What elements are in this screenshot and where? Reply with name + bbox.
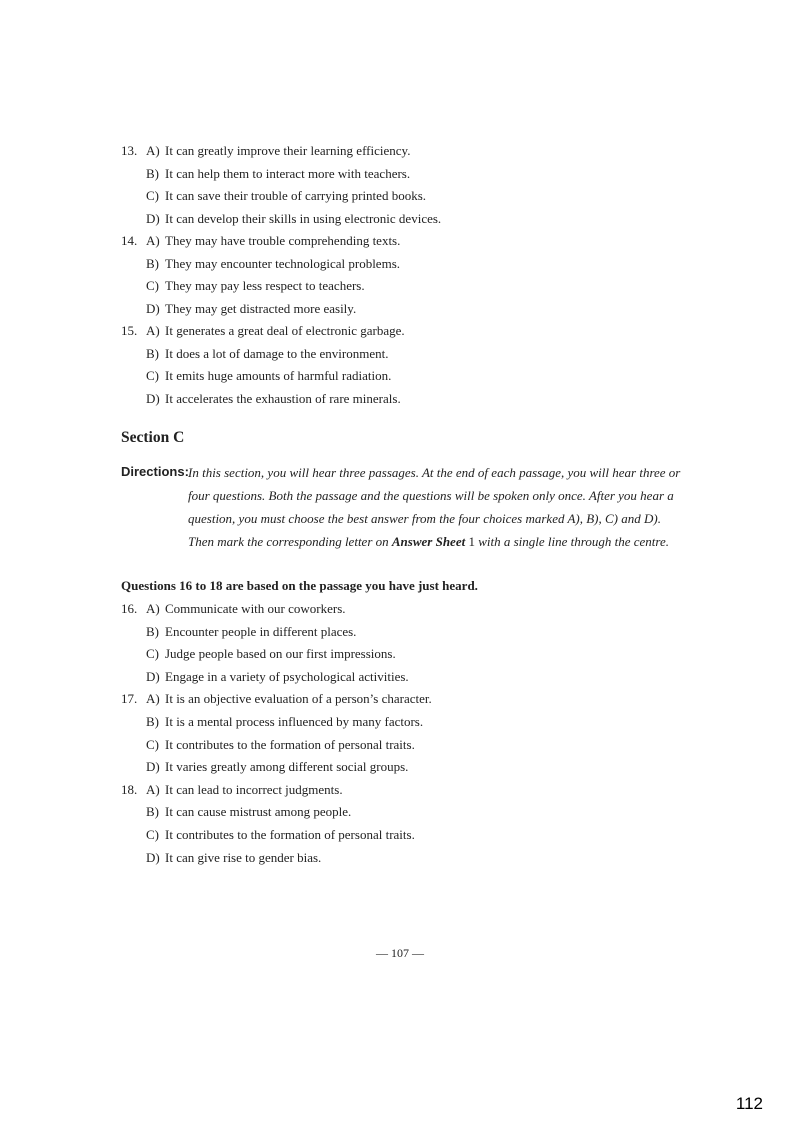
directions-label: Directions:	[121, 464, 189, 479]
question-13-option-c	[146, 188, 746, 204]
directions-line-3: question, you must choose the best answer from the four choices marked A), B), C) and D).	[188, 511, 661, 526]
directions-line-2: four questions. Both the passage and the questions will be spoken only once. After you hear a	[188, 488, 674, 503]
option-letter: D)	[146, 301, 160, 316]
option-letter: D)	[146, 759, 160, 774]
question-number: 14.	[121, 233, 138, 248]
question-14-option-c	[146, 278, 746, 294]
answer-sheet-number: 1	[465, 534, 475, 549]
question-16-option-c	[146, 646, 746, 662]
question-number: 16.	[121, 601, 138, 616]
question-14-option-b	[146, 256, 746, 272]
answer-sheet-label: Answer Sheet	[391, 534, 466, 549]
option-letter: A)	[146, 691, 160, 706]
option-text: It can help them to interact more with teachers.	[165, 166, 411, 181]
option-letter: C)	[146, 737, 159, 752]
question-14-option-d	[146, 301, 746, 317]
directions-line-1: In this section, you will hear three passages. At the end of each passage, you will hear three or	[188, 465, 681, 480]
option-letter: A)	[146, 782, 160, 797]
question-14-option-a	[121, 233, 721, 249]
question-13-option-a	[121, 143, 721, 159]
directions-line-4-text: Then mark the corresponding letter on	[188, 534, 392, 549]
option-text: It contributes to the formation of personal traits.	[165, 827, 415, 842]
option-text: It can cause mistrust among people.	[165, 804, 352, 819]
question-17-option-b	[146, 714, 746, 730]
option-text: It contributes to the formation of personal traits.	[165, 737, 415, 752]
option-text: It varies greatly among different social groups.	[165, 759, 409, 774]
directions-line-4-end: with a single line through the centre.	[474, 534, 669, 549]
option-letter: D)	[146, 391, 160, 406]
option-letter: A)	[146, 233, 160, 248]
option-letter: C)	[146, 827, 159, 842]
option-letter: D)	[146, 669, 160, 684]
option-letter: B)	[146, 256, 159, 271]
question-18-option-c	[146, 827, 746, 843]
option-text: It is an objective evaluation of a person’s character.	[165, 691, 432, 706]
option-letter: B)	[146, 346, 159, 361]
option-text: Communicate with our coworkers.	[165, 601, 346, 616]
option-text: They may encounter technological problems.	[165, 256, 401, 271]
option-letter: C)	[146, 278, 159, 293]
question-18-option-b	[146, 804, 746, 820]
question-16-option-d	[146, 669, 746, 685]
question-15-option-a	[121, 323, 721, 339]
option-text: It can greatly improve their learning efficiency.	[165, 143, 411, 158]
option-text: Encounter people in different places.	[165, 624, 357, 639]
option-letter: C)	[146, 646, 159, 661]
question-16-option-b	[146, 624, 746, 640]
questions-heading: Questions 16 to 18 are based on the passage you have just heard.	[121, 578, 478, 593]
option-text: It does a lot of damage to the environment.	[165, 346, 389, 361]
option-letter: B)	[146, 624, 159, 639]
question-13-option-d	[146, 211, 746, 227]
option-text: It can lead to incorrect judgments.	[165, 782, 343, 797]
option-text: It can save their trouble of carrying printed books.	[165, 188, 426, 203]
question-18-option-a	[121, 782, 721, 798]
option-letter: A)	[146, 323, 160, 338]
question-17-option-c	[146, 737, 746, 753]
option-letter: D)	[146, 850, 160, 865]
question-15-option-d	[146, 391, 746, 407]
option-letter: B)	[146, 714, 159, 729]
option-letter: C)	[146, 368, 159, 383]
directions-line-4	[188, 534, 669, 550]
option-letter: D)	[146, 211, 160, 226]
option-letter: A)	[146, 143, 160, 158]
question-13-option-b	[146, 166, 746, 182]
question-16-option-a	[121, 601, 721, 617]
question-15-option-b	[146, 346, 746, 362]
option-text: It emits huge amounts of harmful radiation.	[165, 368, 392, 383]
question-number: 15.	[121, 323, 138, 338]
question-15-option-c	[146, 368, 746, 384]
option-text: It can give rise to gender bias.	[165, 850, 322, 865]
section-title: Section C	[121, 429, 185, 446]
question-number: 17.	[121, 691, 138, 706]
option-text: They may pay less respect to teachers.	[165, 278, 365, 293]
option-text: It is a mental process influenced by many factors.	[165, 714, 424, 729]
option-text: It generates a great deal of electronic garbage.	[165, 323, 405, 338]
option-text: They may get distracted more easily.	[165, 301, 357, 316]
question-number: 13.	[121, 143, 138, 158]
question-17-option-d	[146, 759, 746, 775]
corner-page-number: 112	[735, 1094, 763, 1113]
option-text: They may have trouble comprehending texts.	[165, 233, 401, 248]
footer-page-number: — 107 —	[376, 946, 424, 960]
option-text: Engage in a variety of psychological activities.	[165, 669, 409, 684]
option-text: It accelerates the exhaustion of rare minerals.	[165, 391, 401, 406]
option-letter: C)	[146, 188, 159, 203]
option-text: Judge people based on our first impressions.	[165, 646, 396, 661]
option-letter: A)	[146, 601, 160, 616]
option-text: It can develop their skills in using electronic devices.	[165, 211, 442, 226]
option-letter: B)	[146, 166, 159, 181]
question-18-option-d	[146, 850, 746, 866]
question-17-option-a	[121, 691, 721, 707]
option-letter: B)	[146, 804, 159, 819]
question-number: 18.	[121, 782, 138, 797]
